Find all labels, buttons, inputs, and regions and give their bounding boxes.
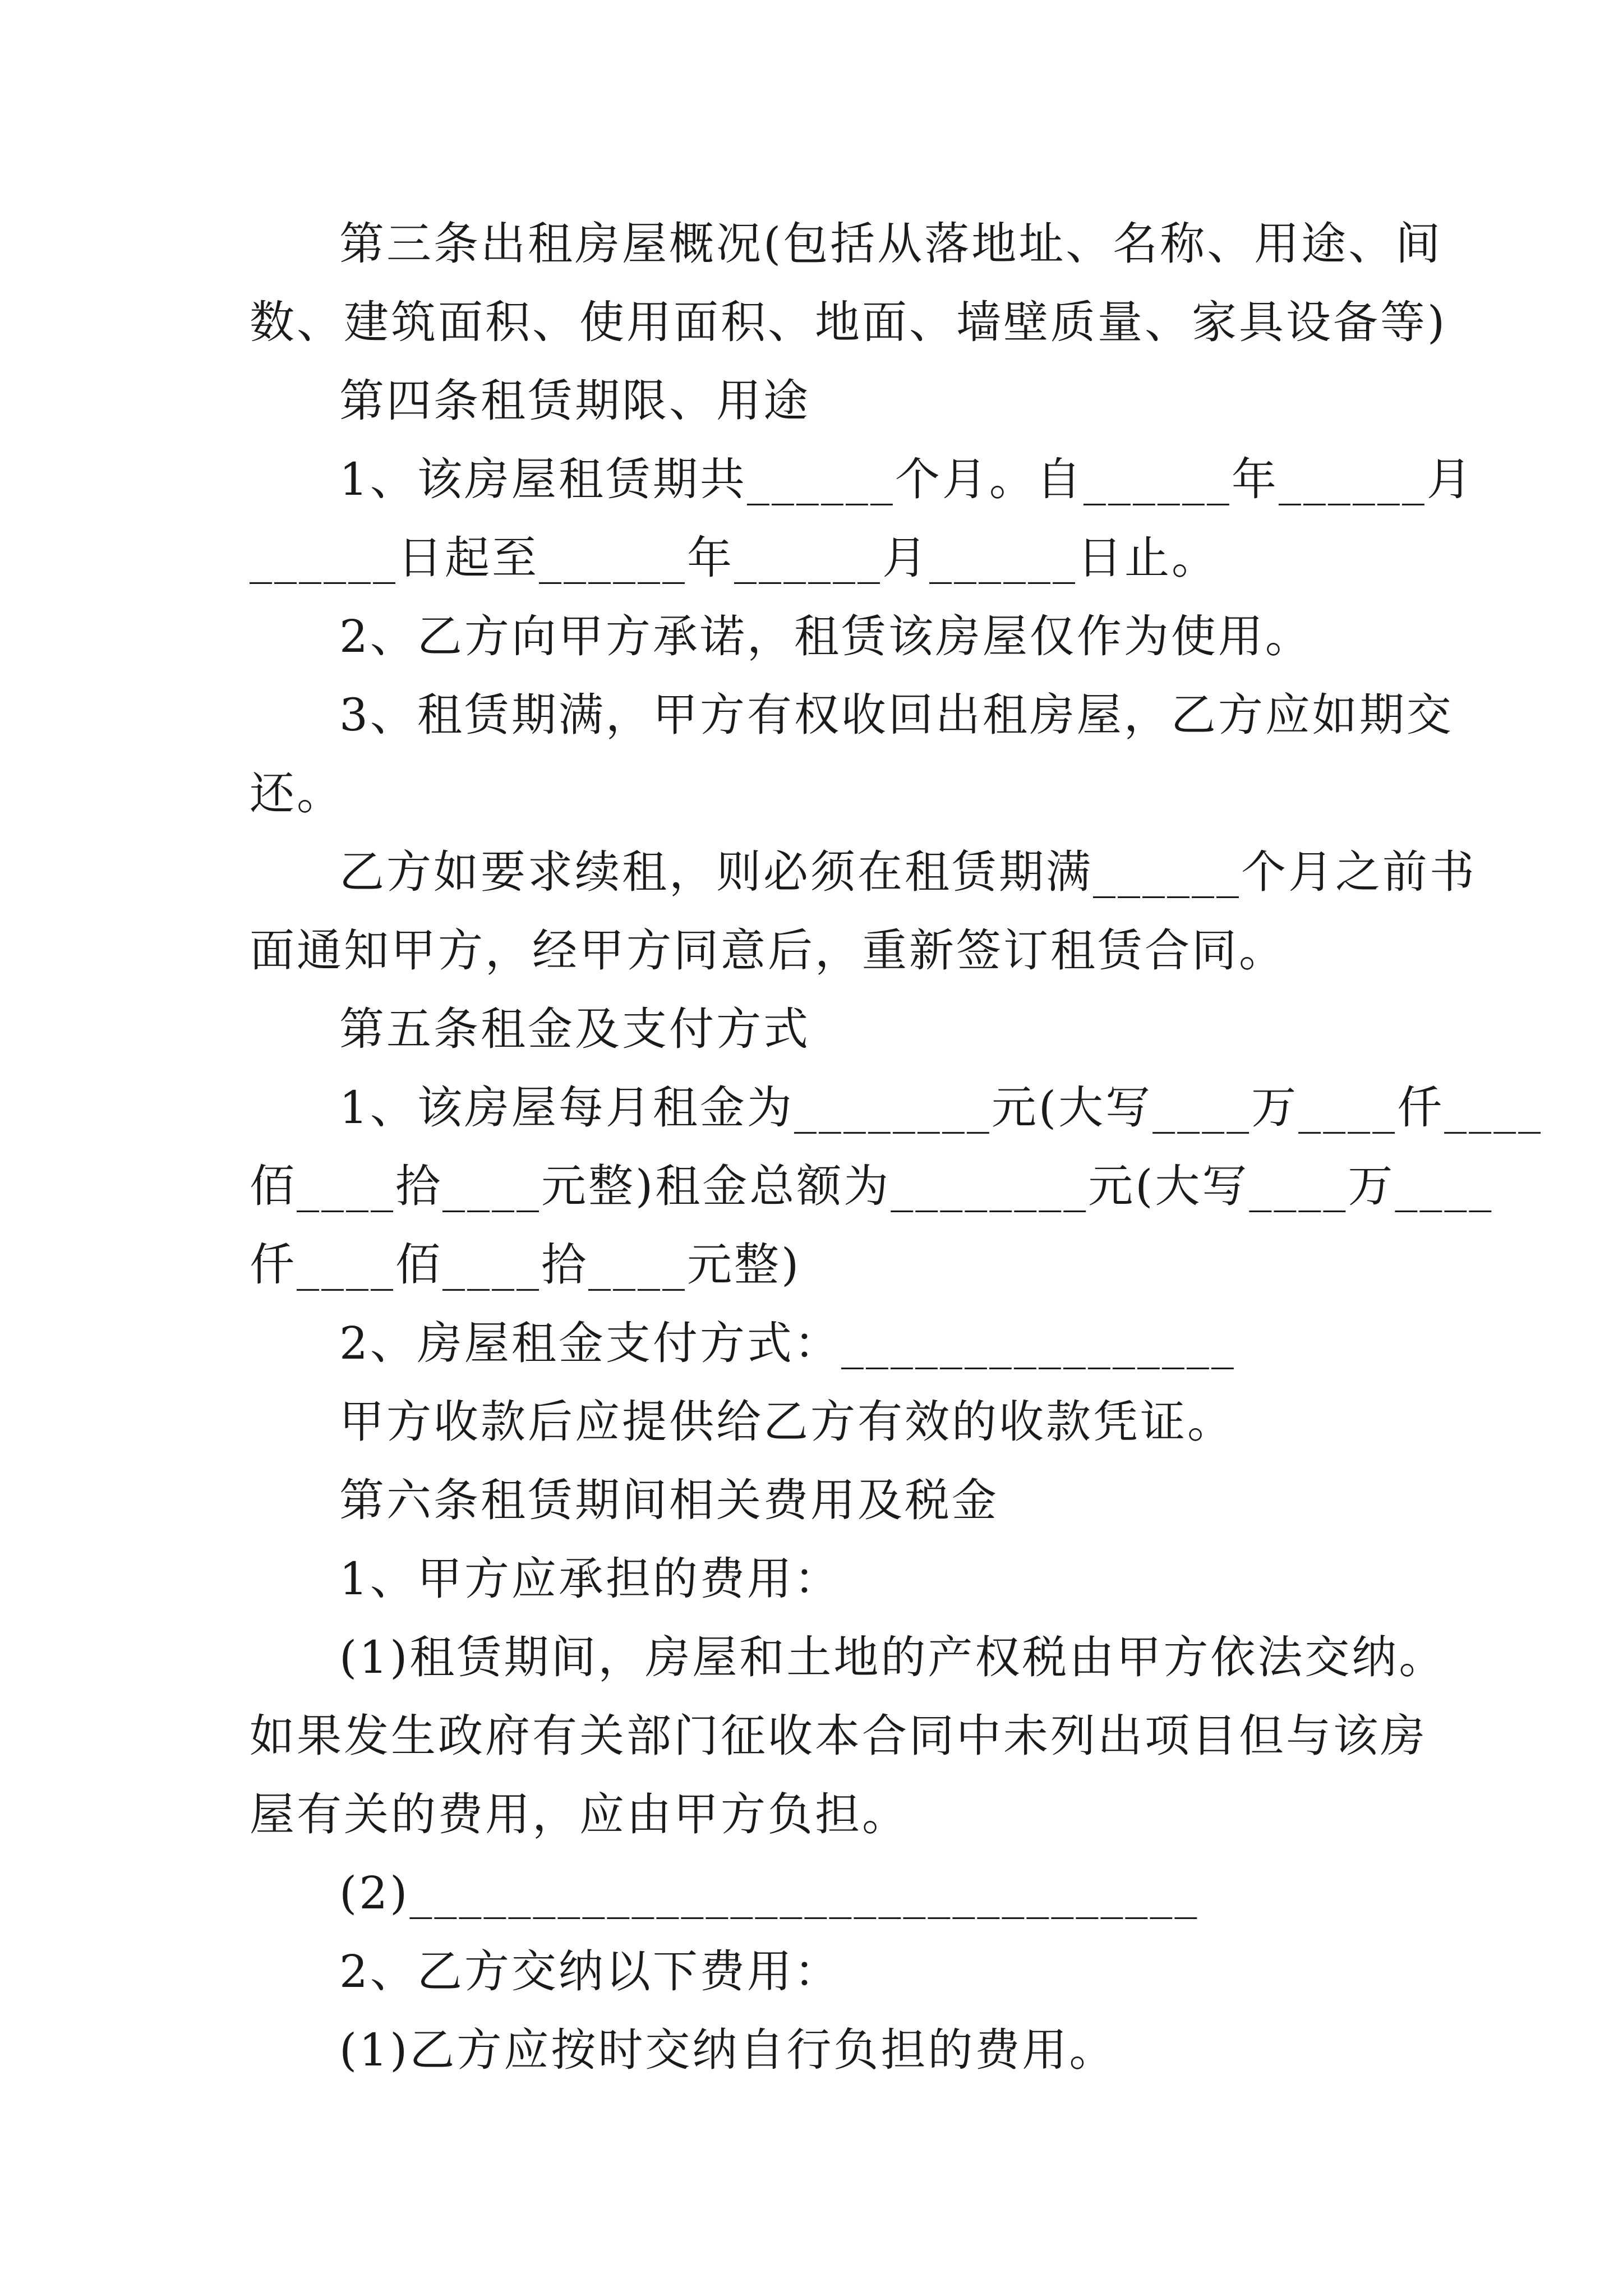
text-line: 第五条租金及支付方式: [339, 1003, 810, 1055]
text-line: 甲方收款后应提供给乙方有效的收款凭证。: [339, 1396, 1234, 1448]
text-line: 2、乙方交纳以下费用：: [339, 1945, 841, 1998]
text-line: 1、甲方应承担的费用：: [339, 1553, 841, 1605]
text-line: 第六条租赁期间相关费用及税金: [339, 1474, 999, 1526]
text-line: (2)________________________________: [339, 1867, 1200, 1919]
text-line: (1)租赁期间，房屋和土地的产权税由甲方依法交纳。: [339, 1631, 1446, 1683]
text-line: 3、租赁期满，甲方有权收回出租房屋，乙方应如期交: [339, 689, 1454, 741]
text-line: 乙方如要求续租，则必须在租赁期满______个月之前书: [339, 846, 1477, 898]
text-line: 第三条出租房屋概况(包括从落地址、名称、用途、间: [339, 218, 1443, 270]
text-line: 如果发生政府有关部门征收本合同中未列出项目但与该房: [250, 1710, 1427, 1762]
text-line: 1、该房屋租赁期共______个月。自______年______月: [339, 453, 1474, 505]
text-line: 数、建筑面积、使用面积、地面、墙壁质量、家具设备等): [250, 296, 1447, 348]
text-line: ______日起至______年______月______日止。: [250, 532, 1219, 584]
text-line: 2、乙方向甲方承诺，租赁该房屋仅作为使用。: [339, 610, 1312, 662]
text-line: 面通知甲方，经甲方同意后，重新签订租赁合同。: [250, 924, 1286, 977]
text-line: 还。: [250, 767, 344, 820]
text-line: 屋有关的费用，应由甲方负担。: [250, 1788, 909, 1841]
text-line: 仟____佰____拾____元整): [250, 1239, 801, 1291]
text-line: 1、该房屋每月租金为________元(大写____万____仟____: [339, 1082, 1543, 1134]
text-line: 佰____拾____元整)租金总额为________元(大写____万____: [250, 1160, 1494, 1212]
text-line: (1)乙方应按时交纳自行负担的费用。: [339, 2024, 1117, 2076]
text-line: 2、房屋租金支付方式：________________: [339, 1317, 1236, 1369]
text-line: 第四条租赁期限、用途: [339, 375, 810, 427]
